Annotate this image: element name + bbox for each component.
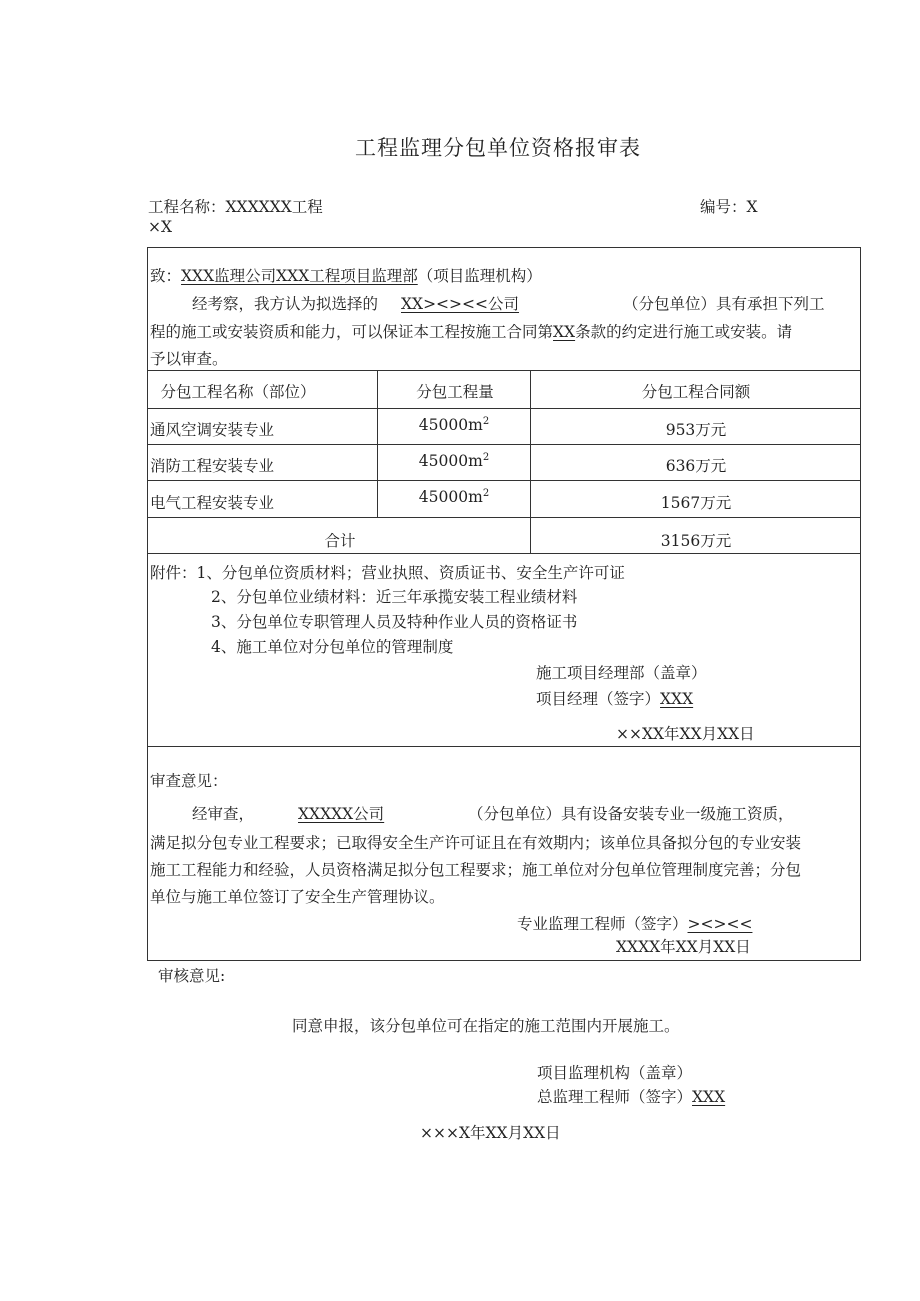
- attachment-item: 1、分包单位资质材料；营业执照、资质证书、安全生产许可证: [196, 564, 625, 582]
- chief-engineer-value: XXX: [692, 1088, 726, 1106]
- contractor-stamp-label: 施工项目经理部（盖章）: [536, 664, 707, 682]
- engineer-value: ><><<: [687, 915, 753, 933]
- project-name: [148, 195, 323, 217]
- column-divider: [377, 370, 378, 517]
- addressee-line: [150, 264, 542, 286]
- divider: [147, 517, 861, 518]
- project-manager-signature: [536, 687, 693, 709]
- review-date: XXXX年XX月XX日: [616, 938, 751, 956]
- project-manager-value: XXX: [660, 690, 694, 708]
- header-quantity: 分包工程量: [416, 383, 494, 401]
- subcontractor-name: XX><><<公司: [401, 295, 520, 313]
- chief-engineer-signature: [537, 1085, 725, 1107]
- statement-line-1a: 经考察，我方认为拟选择的: [192, 295, 379, 313]
- project-name-label: 工程名称：: [148, 198, 226, 216]
- audit-text: 同意申报，该分包单位可在指定的施工范围内开展施工。: [292, 1017, 680, 1035]
- divider: [147, 444, 861, 445]
- total-label: 合计: [324, 532, 356, 550]
- attachment-item: 2、分包单位业绩材料：近三年承揽安装工程业绩材料: [211, 588, 578, 606]
- addressee-note: （项目监理机构）: [417, 267, 542, 285]
- row-quantity: $45000m^2$: [418, 416, 490, 434]
- row-amount: 636万元: [665, 457, 727, 475]
- chief-engineer-label: 总监理工程师（签字）: [537, 1088, 693, 1106]
- total-amount: 3156万元: [660, 532, 732, 550]
- review-company: XXXXX公司: [298, 805, 385, 823]
- statement-line-2b: 条款的约定进行施工或安装。请: [575, 323, 793, 341]
- review-line-3: 施工工程能力和经验，人员资格满足拟分包工程要求；施工单位对分包单位管理制度完善；分包: [150, 861, 802, 879]
- row-amount: 1567万元: [660, 494, 732, 512]
- review-line-4: 单位与施工单位签订了安全生产管理协议。: [150, 888, 445, 906]
- form-number-value: X: [746, 198, 758, 216]
- supervision-stamp-label: 项目监理机构（盖章）: [537, 1064, 693, 1082]
- project-name-value: XXXXXX工程: [225, 198, 323, 216]
- review-line-1a: 经审查，: [192, 805, 255, 823]
- row-name: 消防工程安装专业: [150, 457, 275, 475]
- row-name: 电气工程安装专业: [150, 494, 275, 512]
- clause-number: XX: [553, 323, 576, 341]
- attachment-prefix: 附件：: [150, 564, 197, 582]
- addressee-prefix: 致：: [150, 267, 182, 285]
- header-contract-amount: 分包工程合同额: [641, 383, 751, 401]
- row-amount: 953万元: [665, 421, 727, 439]
- engineer-label: 专业监理工程师（签字）: [517, 915, 688, 933]
- statement-line-2: [150, 320, 792, 342]
- divider: [147, 553, 861, 554]
- project-manager-label: 项目经理（签字）: [536, 690, 661, 708]
- form-number-label: 编号：: [700, 198, 747, 216]
- review-label: 审查意见：: [150, 772, 228, 790]
- statement-line-2a: 程的施工或安装资质和能力，可以保证本工程按施工合同第: [150, 323, 554, 341]
- audit-label: 审核意见:: [158, 967, 226, 985]
- row-name: 通风空调安装专业: [150, 421, 275, 439]
- row-quantity: $45000m^2$: [418, 488, 490, 506]
- contractor-date: ××XX年XX月XX日: [616, 725, 755, 743]
- divider: [147, 480, 861, 481]
- attachment-line-1: [150, 561, 625, 583]
- page-title: 工程监理分包单位资格报审表: [355, 136, 641, 160]
- row-quantity: $45000m^2$: [418, 452, 490, 470]
- form-number: [700, 195, 758, 217]
- review-line-2: 满足拟分包专业工程要求；已取得安全生产许可证且在有效期内；该单位具备拟分包的专业安装: [150, 834, 802, 852]
- attachment-item: 4、施工单位对分包单位的管理制度: [211, 638, 454, 656]
- review-line-1b: （分包单位）具有设备安装专业一级施工资质，: [468, 805, 794, 823]
- statement-line-3: 予以审查。: [150, 350, 228, 368]
- engineer-signature: [517, 912, 752, 934]
- divider: [147, 746, 861, 747]
- addressee-recipient: XXX监理公司XXX工程项目监理部: [181, 267, 418, 285]
- attachment-item: 3、分包单位专职管理人员及特种作业人员的资格证书: [211, 613, 578, 631]
- column-divider: [530, 370, 531, 553]
- audit-date: ×××X年XX月XX日: [420, 1124, 561, 1142]
- divider: [147, 370, 861, 371]
- divider: [147, 408, 861, 409]
- statement-line-1b: （分包单位）具有承担下列工: [623, 295, 825, 313]
- header-subcontract-name: 分包工程名称（部位）: [160, 383, 316, 401]
- form-number-continued: ×X: [148, 218, 173, 236]
